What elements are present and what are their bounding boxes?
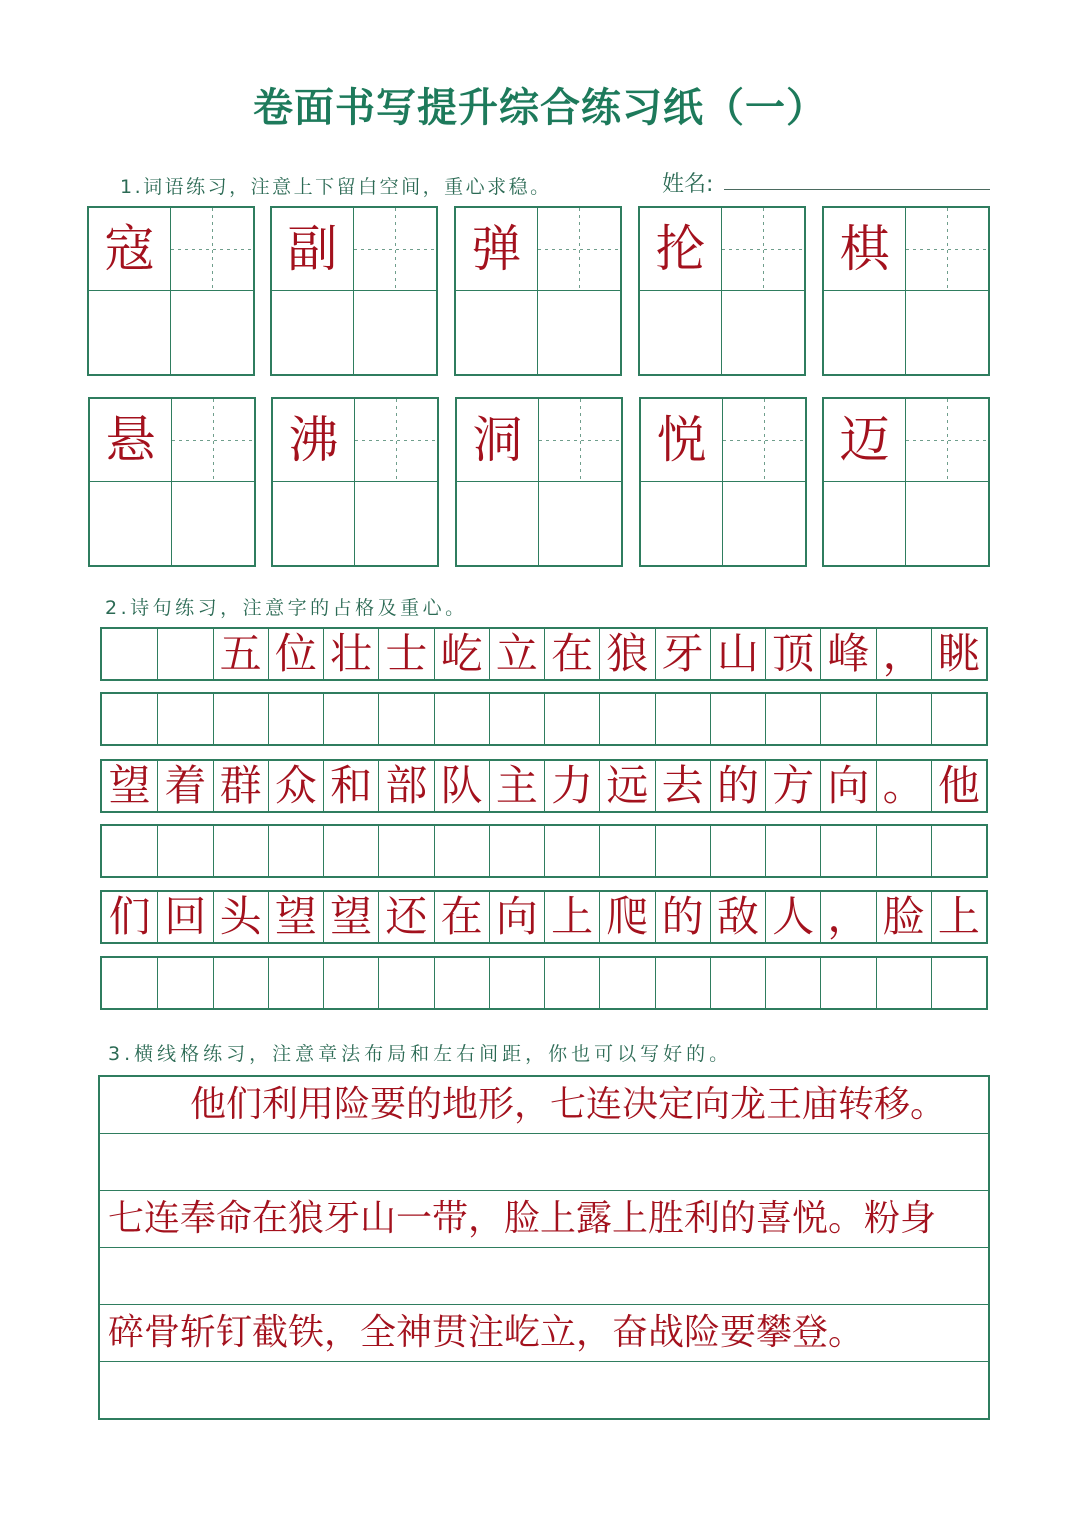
poem-cell [931,694,986,744]
poem-cell: 他 [931,761,986,811]
writing-cell [172,482,254,565]
poem-cell: 位 [268,629,323,679]
model-character-cell [272,208,354,291]
poem-cell [544,694,599,744]
lined-writing-area [98,1075,990,1420]
poem-cell [323,958,378,1008]
model-character: 抡 [655,220,706,278]
tracing-cell [538,208,620,291]
model-character-cell [273,399,355,482]
poem-cell [102,958,157,1008]
poem-cell: 人 [765,892,820,942]
poem-cell: 望 [323,892,378,942]
poem-grid-row [100,692,988,746]
writing-cell [641,482,723,565]
writing-cell [723,482,805,565]
poem-cell [102,694,157,744]
poem-cell: 去 [655,761,710,811]
writing-cell [824,291,906,374]
poem-cell [876,826,931,876]
poem-cell [157,826,212,876]
tracing-cell [539,399,621,482]
poem-cell: 还 [378,892,433,942]
poem-cell: 队 [434,761,489,811]
writing-cell [89,291,171,374]
word-practice-box [271,397,439,567]
word-practice-box [455,397,623,567]
poem-cell: 顶 [765,629,820,679]
model-character: 副 [287,220,338,278]
poem-cell [213,826,268,876]
tracing-cell [171,208,253,291]
poem-cell [102,826,157,876]
poem-grid-row [100,824,988,878]
word-practice-box [454,206,622,376]
poem-cell [820,694,875,744]
model-character: 弹 [471,220,522,278]
tracing-cell [722,208,804,291]
poem-cell: 和 [323,761,378,811]
model-character: 寇 [104,220,155,278]
poem-grid-row [100,759,988,813]
poem-cell: 山 [710,629,765,679]
poem-cell [599,826,654,876]
writing-cell [456,291,538,374]
poem-cell [102,629,157,679]
poem-cell [489,958,544,1008]
poem-cell [213,958,268,1008]
poem-cell [434,694,489,744]
poem-cell: 屹 [434,629,489,679]
poem-cell: 向 [820,761,875,811]
writing-cell [906,291,988,374]
name-label: 姓名: [662,172,714,197]
poem-cell [544,826,599,876]
poem-cell [820,958,875,1008]
poem-cell [655,826,710,876]
model-character-cell [824,208,906,291]
model-character-cell [457,399,539,482]
poem-cell: 敌 [710,892,765,942]
poem-cell: 峰 [820,629,875,679]
model-character-cell [456,208,538,291]
poem-cell [710,694,765,744]
poem-cell [710,826,765,876]
poem-cell: 士 [378,629,433,679]
model-character: 沸 [288,411,339,469]
word-practice-box [638,206,806,376]
poem-cell: 的 [655,892,710,942]
writing-cell [906,482,988,565]
word-practice-box [88,397,256,567]
poem-cell [213,694,268,744]
model-character: 棋 [839,220,890,278]
word-practice-box [822,397,990,567]
section-3-instruction: 3.横线格练习，注意章法布局和左右间距，你也可以写好的。 [108,1043,733,1065]
poem-cell: 五 [213,629,268,679]
poem-cell [820,826,875,876]
writing-cell [273,482,355,565]
writing-cell [90,482,172,565]
poem-cell: ， [820,892,875,942]
poem-cell: 狼 [599,629,654,679]
writing-cell [457,482,539,565]
model-character: 悬 [105,411,156,469]
section-1-instruction: 1.词语练习，注意上下留白空间，重心求稳。 [120,176,552,198]
tracing-cell [906,399,988,482]
poem-cell: 远 [599,761,654,811]
model-character-cell [824,399,906,482]
writing-line: 七连奉命在狼牙山一带，脸上露上胜利的喜悦。粉身 [100,1191,988,1248]
writing-cell [171,291,253,374]
poem-cell [931,958,986,1008]
poem-cell: 牙 [655,629,710,679]
poem-cell: ， [876,629,931,679]
poem-cell [765,826,820,876]
poem-cell [599,694,654,744]
tracing-cell [723,399,805,482]
poem-cell [157,629,212,679]
model-character: 迈 [839,411,890,469]
poem-cell: 部 [378,761,433,811]
poem-cell: 上 [544,892,599,942]
poem-cell [434,826,489,876]
poem-cell [268,826,323,876]
writing-line: 他们利用险要的地形，七连决定向龙王庙转移。 [100,1077,988,1134]
tracing-cell [354,208,436,291]
poem-cell [489,826,544,876]
writing-cell [354,291,436,374]
writing-cell [355,482,437,565]
writing-line [100,1134,988,1191]
worksheet-title: 卷面书写提升综合练习纸（一） [253,84,827,131]
poem-cell [157,958,212,1008]
poem-cell: 上 [931,892,986,942]
poem-cell: 望 [108,761,151,810]
word-practice-box [639,397,807,567]
poem-cell: 头 [213,892,268,942]
tracing-cell [172,399,254,482]
word-practice-box [822,206,990,376]
poem-cell [655,958,710,1008]
poem-cell: 壮 [323,629,378,679]
poem-cell: 的 [710,761,765,811]
poem-cell [876,958,931,1008]
model-character: 洞 [472,411,523,469]
poem-cell [268,694,323,744]
poem-cell: 们 [108,892,151,941]
poem-cell [599,958,654,1008]
poem-grid-row [100,890,988,944]
poem-cell: 向 [489,892,544,942]
poem-practice-grid [100,627,988,1010]
model-character-cell [89,208,171,291]
writing-line: 碎骨斩钉截铁，全神贯注屹立，奋战险要攀登。 [100,1305,988,1362]
model-character-cell [90,399,172,482]
poem-cell: 脸 [876,892,931,942]
poem-cell: 着 [157,761,212,811]
poem-cell [323,694,378,744]
poem-cell [434,958,489,1008]
poem-cell [544,958,599,1008]
poem-cell [655,694,710,744]
poem-cell: 主 [489,761,544,811]
writing-cell [824,482,906,565]
poem-cell: 爬 [599,892,654,942]
poem-cell: 望 [268,892,323,942]
word-practice-grid [87,206,990,567]
poem-cell: 众 [268,761,323,811]
poem-cell: 在 [434,892,489,942]
poem-cell [876,694,931,744]
poem-cell: 。 [876,761,931,811]
poem-cell: 方 [765,761,820,811]
poem-cell [323,826,378,876]
poem-cell: 回 [157,892,212,942]
poem-cell [378,958,433,1008]
section-2-instruction: 2.诗句练习，注意字的占格及重心。 [105,597,468,619]
poem-cell [378,694,433,744]
poem-cell: 群 [213,761,268,811]
poem-cell [765,694,820,744]
poem-cell: 在 [544,629,599,679]
writing-cell [640,291,722,374]
writing-cell [272,291,354,374]
poem-cell [378,826,433,876]
writing-line [100,1362,988,1418]
model-character-cell [640,208,722,291]
poem-cell: 力 [544,761,599,811]
poem-cell [931,826,986,876]
poem-cell: 眺 [931,629,986,679]
poem-cell [268,958,323,1008]
poem-grid-row [100,627,988,681]
poem-cell [765,958,820,1008]
poem-cell [157,694,212,744]
writing-cell [539,482,621,565]
tracing-cell [906,208,988,291]
tracing-cell [355,399,437,482]
model-character: 悦 [656,411,707,469]
writing-cell [538,291,620,374]
model-character-cell [641,399,723,482]
poem-cell [489,694,544,744]
writing-line [100,1248,988,1305]
word-practice-box [87,206,255,376]
poem-cell: 立 [489,629,544,679]
poem-cell [710,958,765,1008]
poem-grid-row [100,956,988,1010]
writing-cell [722,291,804,374]
word-practice-box [270,206,438,376]
name-underline [724,189,990,190]
